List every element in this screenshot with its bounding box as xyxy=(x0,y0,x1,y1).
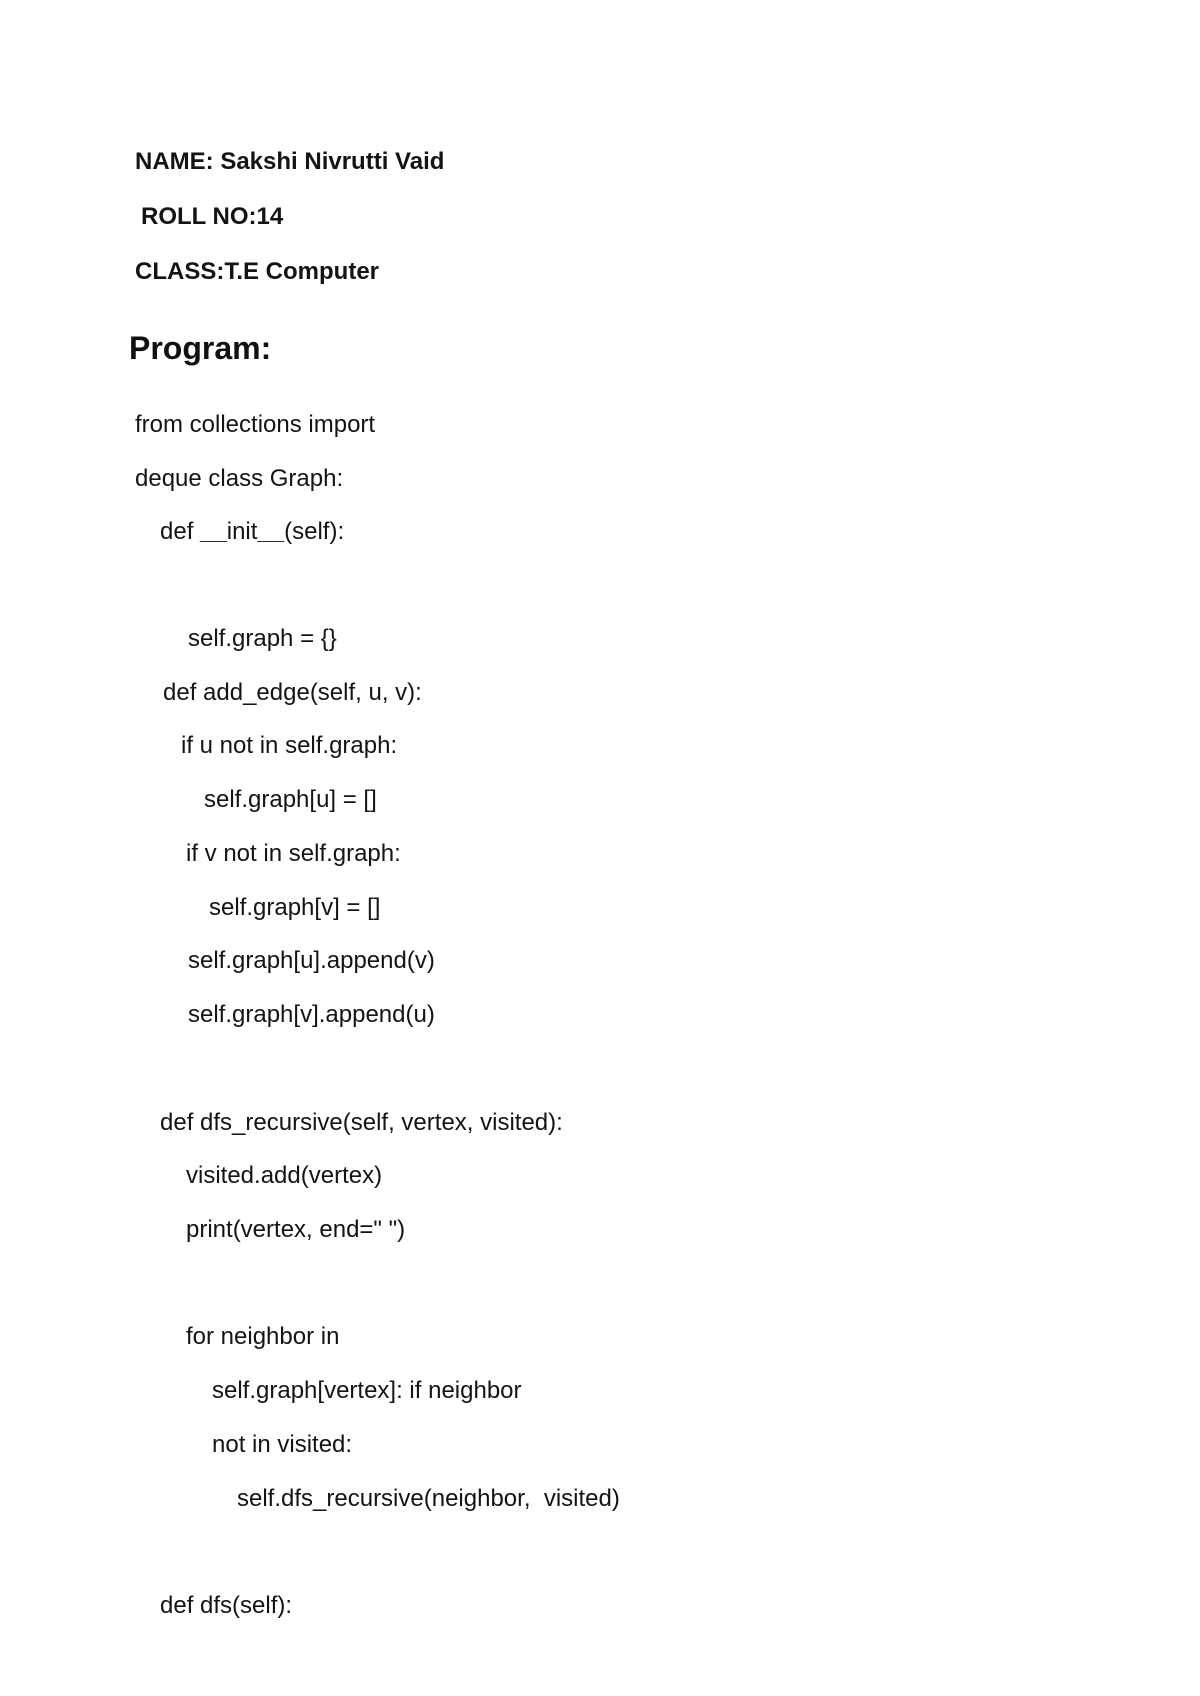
code-line-15: for neighbor in xyxy=(186,1323,340,1350)
roll-number: ROLL NO:14 xyxy=(141,203,284,230)
code-line-6: if u not in self.graph: xyxy=(181,732,398,759)
code-line-14: print(vertex, end=" ") xyxy=(186,1216,406,1243)
student-name: NAME: Sakshi Nivrutti Vaid xyxy=(135,148,445,175)
code-line-16: self.graph[vertex]: if neighbor xyxy=(212,1377,522,1404)
code-line-1: from collections import xyxy=(135,411,376,438)
program-heading: Program: xyxy=(129,330,272,366)
code-line-5: def add_edge(self, u, v): xyxy=(163,679,422,706)
code-line-3-init: init xyxy=(226,518,258,545)
code-line-11: self.graph[v].append(u) xyxy=(188,1001,435,1028)
code-line-2: deque class Graph: xyxy=(135,465,344,492)
code-line-8: if v not in self.graph: xyxy=(186,840,401,867)
code-line-17: not in visited: xyxy=(212,1431,353,1458)
code-line-13: visited.add(vertex) xyxy=(186,1162,383,1189)
code-line-7: self.graph[u] = [] xyxy=(204,786,377,813)
code-line-18: self.dfs_recursive(neighbor, visited) xyxy=(237,1485,620,1512)
code-line-10: self.graph[u].append(v) xyxy=(188,947,435,974)
code-line-3-suffix: (self): xyxy=(284,518,345,545)
class-name: CLASS:T.E Computer xyxy=(135,258,380,285)
code-line-3-prefix: def xyxy=(160,518,201,545)
code-line-12: def dfs_recursive(self, vertex, visited): xyxy=(160,1109,563,1136)
code-line-3-underscore-1: __ xyxy=(200,518,227,545)
code-line-19: def dfs(self): xyxy=(160,1592,293,1619)
code-line-4: self.graph = {} xyxy=(188,625,337,652)
code-line-9: self.graph[v] = [] xyxy=(209,894,381,921)
code-line-3-underscore-2: __ xyxy=(257,518,285,545)
code-line-3 xyxy=(160,518,344,546)
